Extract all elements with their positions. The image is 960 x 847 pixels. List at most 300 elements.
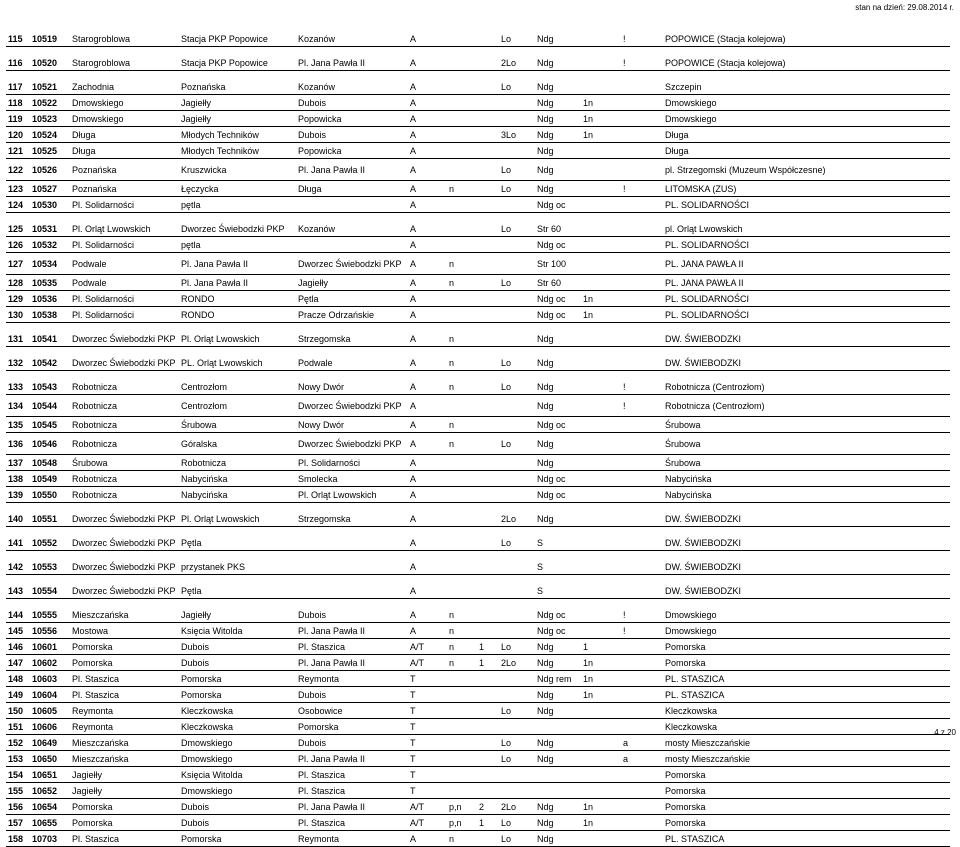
table-row <box>6 79 950 95</box>
marker-cell <box>581 417 621 433</box>
row-number-cell: 118 <box>6 95 30 111</box>
destination-label-cell: Pomorska <box>663 767 950 783</box>
cross-street-cell: Poznańska <box>179 79 296 95</box>
transport-type-cell: A <box>408 31 447 47</box>
cross-street-cell: PL. Orląt Lwowskich <box>179 355 296 371</box>
cross-street-cell: Centrozłom <box>179 395 296 417</box>
row-number-cell: 146 <box>6 639 30 655</box>
notice-cell <box>621 583 663 599</box>
notice-cell: ! <box>621 55 663 71</box>
direction-to-cell: Smolecka <box>296 471 408 487</box>
table-row <box>6 127 950 143</box>
row-number-cell: 117 <box>6 79 30 95</box>
cross-street-cell: Dubois <box>179 655 296 671</box>
transport-type-cell: A <box>408 433 447 455</box>
stop-id-cell: 10534 <box>30 253 70 275</box>
notice-cell <box>621 703 663 719</box>
zone-cell <box>477 471 499 487</box>
direction-to-cell: Dubois <box>296 95 408 111</box>
street-cell: Pl. Solidarności <box>70 197 179 213</box>
cross-street-cell: Jagiełły <box>179 111 296 127</box>
transport-type-cell: A <box>408 559 447 575</box>
marker-cell <box>581 623 621 639</box>
platform-type-cell: S <box>535 535 581 551</box>
zone-cell <box>477 181 499 197</box>
destination-label-cell: LITOMSKA (ZUS) <box>663 181 950 197</box>
marker-cell <box>581 767 621 783</box>
direction-to-cell: Kozanów <box>296 221 408 237</box>
direction-to-cell <box>296 583 408 599</box>
notice-cell <box>621 719 663 735</box>
street-cell: Dmowskiego <box>70 111 179 127</box>
platform-type-cell <box>535 719 581 735</box>
marker-cell: 1n <box>581 127 621 143</box>
platform-type-cell: Ndg <box>535 395 581 417</box>
marker-cell <box>581 583 621 599</box>
cross-street-cell: Pętla <box>179 535 296 551</box>
location-code-cell <box>499 95 535 111</box>
marker-cell <box>581 181 621 197</box>
row-number-cell: 148 <box>6 671 30 687</box>
row-number-cell: 157 <box>6 815 30 831</box>
direction-to-cell: Dubois <box>296 607 408 623</box>
zone-cell: 1 <box>477 815 499 831</box>
stop-id-cell: 10703 <box>30 831 70 847</box>
direction-to-cell: Dworzec Świebodzki PKP <box>296 433 408 455</box>
marker-cell <box>581 559 621 575</box>
table-row <box>6 719 950 735</box>
destination-label-cell: Nabycińska <box>663 487 950 503</box>
marker-cell <box>581 31 621 47</box>
flag-cell: n <box>447 275 477 291</box>
zone-cell <box>477 253 499 275</box>
notice-cell <box>621 253 663 275</box>
transport-type-cell: A <box>408 55 447 71</box>
direction-to-cell <box>296 197 408 213</box>
transport-type-cell: A <box>408 607 447 623</box>
row-number-cell: 142 <box>6 559 30 575</box>
flag-cell <box>447 291 477 307</box>
cross-street-cell: Śrubowa <box>179 417 296 433</box>
stop-id-cell: 10603 <box>30 671 70 687</box>
location-code-cell <box>499 111 535 127</box>
table-row <box>6 433 950 455</box>
row-spacer <box>6 527 950 536</box>
location-code-cell: Lo <box>499 433 535 455</box>
cross-street-cell: Kruszwicka <box>179 159 296 181</box>
platform-type-cell: Ndg <box>535 655 581 671</box>
transport-type-cell: A <box>408 181 447 197</box>
row-number-cell: 132 <box>6 355 30 371</box>
stop-id-cell: 10526 <box>30 159 70 181</box>
destination-label-cell: PL. JANA PAWŁA II <box>663 275 950 291</box>
marker-cell <box>581 735 621 751</box>
marker-cell <box>581 511 621 527</box>
table-body <box>6 31 950 847</box>
zone-cell <box>477 159 499 181</box>
platform-type-cell: Ndg <box>535 355 581 371</box>
flag-cell <box>447 511 477 527</box>
direction-to-cell: Popowicka <box>296 111 408 127</box>
flag-cell: n <box>447 355 477 371</box>
destination-label-cell: mosty Mieszczańskie <box>663 751 950 767</box>
table-row <box>6 417 950 433</box>
flag-cell: n <box>447 639 477 655</box>
marker-cell <box>581 395 621 417</box>
stop-id-cell: 10601 <box>30 639 70 655</box>
zone-cell <box>477 417 499 433</box>
cross-street-cell: Centrozłom <box>179 379 296 395</box>
marker-cell: 1 <box>581 639 621 655</box>
row-number-cell: 129 <box>6 291 30 307</box>
location-code-cell: Lo <box>499 379 535 395</box>
transport-type-cell: A <box>408 535 447 551</box>
destination-label-cell: PL. STASZICA <box>663 671 950 687</box>
street-cell: Pomorska <box>70 815 179 831</box>
destination-label-cell: Nabycińska <box>663 471 950 487</box>
direction-to-cell: Kozanów <box>296 31 408 47</box>
destination-label-cell: Śrubowa <box>663 417 950 433</box>
row-number-cell: 150 <box>6 703 30 719</box>
location-code-cell <box>499 417 535 433</box>
transport-type-cell: A <box>408 111 447 127</box>
street-cell: Mieszczańska <box>70 735 179 751</box>
direction-to-cell: Pl. Staszica <box>296 767 408 783</box>
platform-type-cell: Ndg <box>535 55 581 71</box>
platform-type-cell: Ndg <box>535 433 581 455</box>
location-code-cell <box>499 331 535 347</box>
marker-cell <box>581 221 621 237</box>
stop-id-cell: 10527 <box>30 181 70 197</box>
direction-to-cell: Popowicka <box>296 143 408 159</box>
destination-label-cell: PL. STASZICA <box>663 687 950 703</box>
transport-type-cell: A <box>408 455 447 471</box>
notice-cell <box>621 433 663 455</box>
zone-cell <box>477 111 499 127</box>
row-number-cell: 119 <box>6 111 30 127</box>
notice-cell: ! <box>621 623 663 639</box>
notice-cell <box>621 687 663 703</box>
marker-cell <box>581 703 621 719</box>
zone-cell <box>477 559 499 575</box>
zone-cell <box>477 95 499 111</box>
destination-label-cell: Dmowskiego <box>663 111 950 127</box>
transport-type-cell: A <box>408 379 447 395</box>
stop-id-cell: 10525 <box>30 143 70 159</box>
street-cell: Dworzec Świebodzki PKP <box>70 511 179 527</box>
location-code-cell <box>499 291 535 307</box>
notice-cell <box>621 111 663 127</box>
row-number-cell: 147 <box>6 655 30 671</box>
direction-to-cell: Pl. Jana Pawła II <box>296 655 408 671</box>
notice-cell: ! <box>621 181 663 197</box>
cross-street-cell: RONDO <box>179 307 296 323</box>
destination-label-cell: pl. Strzegomski (Muzeum Współczesne) <box>663 159 950 181</box>
marker-cell <box>581 355 621 371</box>
notice-cell <box>621 639 663 655</box>
flag-cell: n <box>447 417 477 433</box>
table-row <box>6 783 950 799</box>
row-spacer <box>6 503 950 512</box>
street-cell: Dmowskiego <box>70 95 179 111</box>
row-number-cell: 135 <box>6 417 30 433</box>
direction-to-cell: Pl. Staszica <box>296 783 408 799</box>
row-number-cell: 128 <box>6 275 30 291</box>
street-cell: Robotnicza <box>70 471 179 487</box>
notice-cell <box>621 79 663 95</box>
row-number-cell: 115 <box>6 31 30 47</box>
destination-label-cell: PL. SOLIDARNOŚCI <box>663 237 950 253</box>
stop-id-cell: 10655 <box>30 815 70 831</box>
transport-type-cell: T <box>408 687 447 703</box>
platform-type-cell: Ndg oc <box>535 623 581 639</box>
flag-cell: n <box>447 607 477 623</box>
platform-type-cell: Ndg oc <box>535 237 581 253</box>
transport-type-cell: T <box>408 703 447 719</box>
transport-type-cell: A <box>408 487 447 503</box>
location-code-cell: Lo <box>499 535 535 551</box>
zone-cell <box>477 487 499 503</box>
street-cell: Dworzec Świebodzki PKP <box>70 355 179 371</box>
cross-street-cell: Kleczkowska <box>179 703 296 719</box>
stop-id-cell: 10535 <box>30 275 70 291</box>
location-code-cell: Lo <box>499 735 535 751</box>
flag-cell <box>447 687 477 703</box>
cross-street-cell: Dmowskiego <box>179 751 296 767</box>
notice-cell <box>621 783 663 799</box>
notice-cell: a <box>621 751 663 767</box>
platform-type-cell: Ndg <box>535 735 581 751</box>
location-code-cell: 2Lo <box>499 799 535 815</box>
row-number-cell: 149 <box>6 687 30 703</box>
stop-id-cell: 10544 <box>30 395 70 417</box>
row-number-cell: 151 <box>6 719 30 735</box>
cross-street-cell: Nabycińska <box>179 487 296 503</box>
table-row <box>6 355 950 371</box>
location-code-cell <box>499 783 535 799</box>
row-number-cell: 131 <box>6 331 30 347</box>
zone-cell <box>477 275 499 291</box>
flag-cell: n <box>447 379 477 395</box>
location-code-cell: 2Lo <box>499 55 535 71</box>
notice-cell <box>621 159 663 181</box>
zone-cell <box>477 703 499 719</box>
street-cell: Starogroblowa <box>70 55 179 71</box>
zone-cell <box>477 831 499 847</box>
marker-cell <box>581 275 621 291</box>
marker-cell <box>581 751 621 767</box>
cross-street-cell: RONDO <box>179 291 296 307</box>
stop-id-cell: 10521 <box>30 79 70 95</box>
location-code-cell: Lo <box>499 831 535 847</box>
marker-cell <box>581 471 621 487</box>
cross-street-cell: Pomorska <box>179 687 296 703</box>
direction-to-cell: Osobowice <box>296 703 408 719</box>
street-cell: Pl. Staszica <box>70 687 179 703</box>
destination-label-cell: Pomorska <box>663 639 950 655</box>
platform-type-cell: S <box>535 559 581 575</box>
table-row <box>6 181 950 197</box>
platform-type-cell: Ndg <box>535 79 581 95</box>
zone-cell <box>477 767 499 783</box>
location-code-cell: Lo <box>499 703 535 719</box>
row-number-cell: 155 <box>6 783 30 799</box>
street-cell: Zachodnia <box>70 79 179 95</box>
location-code-cell <box>499 197 535 213</box>
transport-type-cell: A <box>408 221 447 237</box>
marker-cell <box>581 253 621 275</box>
location-code-cell: Lo <box>499 31 535 47</box>
transport-type-cell: A <box>408 127 447 143</box>
stop-id-cell: 10650 <box>30 751 70 767</box>
stop-id-cell: 10555 <box>30 607 70 623</box>
notice-cell <box>621 511 663 527</box>
location-code-cell <box>499 559 535 575</box>
zone-cell <box>477 671 499 687</box>
row-number-cell: 143 <box>6 583 30 599</box>
location-code-cell <box>499 237 535 253</box>
print-date: stan na dzień: 29.08.2014 r. <box>855 3 954 12</box>
zone-cell <box>477 455 499 471</box>
platform-type-cell: Ndg <box>535 181 581 197</box>
direction-to-cell: Jagiełły <box>296 275 408 291</box>
location-code-cell: 2Lo <box>499 511 535 527</box>
table-row <box>6 143 950 159</box>
street-cell: Pomorska <box>70 639 179 655</box>
street-cell: Dworzec Świebodzki PKP <box>70 583 179 599</box>
street-cell: Poznańska <box>70 159 179 181</box>
table-row <box>6 471 950 487</box>
platform-type-cell: Ndg <box>535 687 581 703</box>
row-number-cell: 120 <box>6 127 30 143</box>
direction-to-cell: Dworzec Świebodzki PKP <box>296 395 408 417</box>
table-row <box>6 767 950 783</box>
table-row <box>6 95 950 111</box>
platform-type-cell: Ndg <box>535 31 581 47</box>
row-number-cell: 156 <box>6 799 30 815</box>
transport-type-cell: A <box>408 831 447 847</box>
transport-type-cell: A/T <box>408 639 447 655</box>
platform-type-cell: Str 100 <box>535 253 581 275</box>
transport-type-cell: A <box>408 79 447 95</box>
street-cell: Starogroblowa <box>70 31 179 47</box>
row-number-cell: 158 <box>6 831 30 847</box>
direction-to-cell: Długa <box>296 181 408 197</box>
flag-cell: p,n <box>447 799 477 815</box>
platform-type-cell: S <box>535 583 581 599</box>
row-number-cell: 126 <box>6 237 30 253</box>
location-code-cell <box>499 607 535 623</box>
marker-cell: 1n <box>581 799 621 815</box>
row-number-cell: 124 <box>6 197 30 213</box>
location-code-cell <box>499 455 535 471</box>
stop-id-cell: 10604 <box>30 687 70 703</box>
destination-label-cell: Dmowskiego <box>663 95 950 111</box>
stop-id-cell: 10548 <box>30 455 70 471</box>
row-spacer <box>6 551 950 560</box>
row-number-cell: 152 <box>6 735 30 751</box>
marker-cell <box>581 535 621 551</box>
row-number-cell: 140 <box>6 511 30 527</box>
stop-id-cell: 10541 <box>30 331 70 347</box>
table-row <box>6 331 950 347</box>
stop-id-cell: 10522 <box>30 95 70 111</box>
flag-cell <box>447 455 477 471</box>
table-row <box>6 559 950 575</box>
platform-type-cell: Ndg <box>535 703 581 719</box>
zone-cell <box>477 623 499 639</box>
direction-to-cell: Pl. Jana Pawła II <box>296 55 408 71</box>
cross-street-cell: Księcia Witolda <box>179 767 296 783</box>
cross-street-cell: Dubois <box>179 799 296 815</box>
notice-cell: ! <box>621 31 663 47</box>
flag-cell <box>447 197 477 213</box>
location-code-cell <box>499 767 535 783</box>
marker-cell <box>581 487 621 503</box>
destination-label-cell: Pomorska <box>663 655 950 671</box>
destination-label-cell: PL. SOLIDARNOŚCI <box>663 197 950 213</box>
direction-to-cell: Pl. Orląt Lwowskich <box>296 487 408 503</box>
direction-to-cell: Dubois <box>296 127 408 143</box>
destination-label-cell: POPOWICE (Stacja kolejowa) <box>663 31 950 47</box>
street-cell: Pl. Orląt Lwowskich <box>70 221 179 237</box>
direction-to-cell: Pomorska <box>296 719 408 735</box>
flag-cell: n <box>447 831 477 847</box>
street-cell: Mieszczańska <box>70 751 179 767</box>
destination-label-cell: PL. SOLIDARNOŚCI <box>663 291 950 307</box>
notice-cell <box>621 221 663 237</box>
platform-type-cell: Ndg oc <box>535 291 581 307</box>
location-code-cell: Lo <box>499 181 535 197</box>
location-code-cell <box>499 687 535 703</box>
marker-cell <box>581 143 621 159</box>
transport-type-cell: A/T <box>408 655 447 671</box>
table-row <box>6 623 950 639</box>
transport-type-cell: A <box>408 253 447 275</box>
marker-cell <box>581 197 621 213</box>
destination-label-cell: pl. Orląt Lwowskich <box>663 221 950 237</box>
table-row <box>6 55 950 71</box>
table-row <box>6 275 950 291</box>
destination-label-cell: Szczepin <box>663 79 950 95</box>
cross-street-cell: Nabycińska <box>179 471 296 487</box>
table-row <box>6 735 950 751</box>
stop-id-cell: 10519 <box>30 31 70 47</box>
zone-cell <box>477 395 499 417</box>
cross-street-cell: Młodych Techników <box>179 143 296 159</box>
platform-type-cell <box>535 783 581 799</box>
direction-to-cell: Nowy Dwór <box>296 417 408 433</box>
transport-type-cell: T <box>408 735 447 751</box>
transport-type-cell: A <box>408 307 447 323</box>
row-number-cell: 136 <box>6 433 30 455</box>
row-number-cell: 123 <box>6 181 30 197</box>
cross-street-cell: Pl. Jana Pawła II <box>179 275 296 291</box>
marker-cell <box>581 433 621 455</box>
zone-cell <box>477 433 499 455</box>
street-cell: Robotnicza <box>70 417 179 433</box>
flag-cell <box>447 471 477 487</box>
notice-cell <box>621 331 663 347</box>
platform-type-cell: Ndg rem <box>535 671 581 687</box>
street-cell: Reymonta <box>70 703 179 719</box>
marker-cell <box>581 331 621 347</box>
destination-label-cell: Śrubowa <box>663 433 950 455</box>
platform-type-cell: Ndg <box>535 511 581 527</box>
transport-type-cell: A <box>408 95 447 111</box>
direction-to-cell: Pl. Solidarności <box>296 455 408 471</box>
notice-cell <box>621 767 663 783</box>
